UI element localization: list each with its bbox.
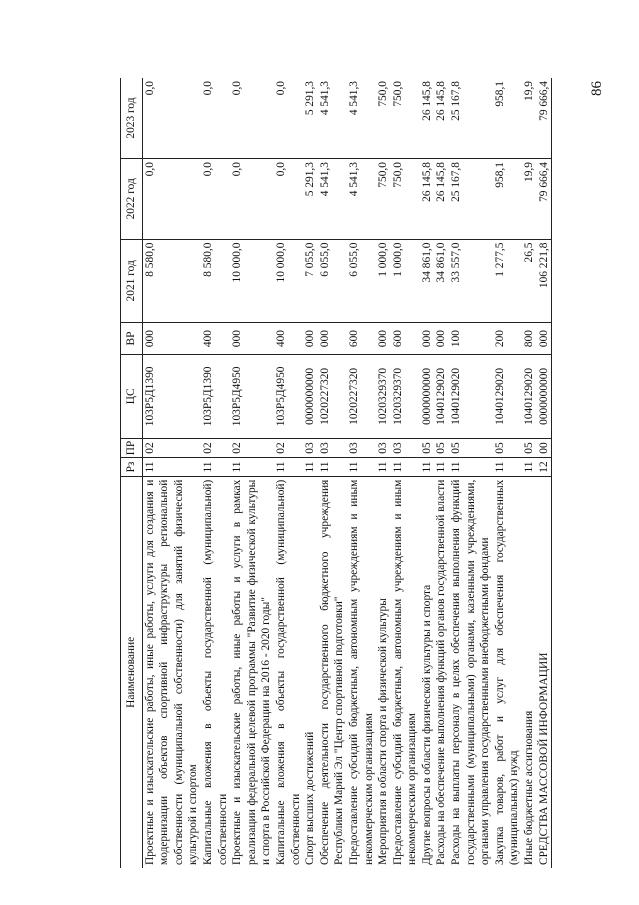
cell-2023: 26 145,8	[434, 78, 449, 159]
header-rz: Рз	[121, 458, 143, 476]
table-row	[391, 78, 420, 868]
cell-vr: 000	[318, 323, 347, 355]
cell-pr: 00	[537, 438, 552, 458]
cell-2022: 0,0	[274, 159, 303, 240]
cell-2022: 750,0	[391, 159, 420, 240]
table-row	[434, 78, 449, 868]
table-row	[376, 78, 391, 868]
cell-cs: 103Р5Д4950	[230, 354, 274, 438]
cell-2022: 0,0	[201, 159, 230, 240]
cell-2021: 1 277,5	[493, 239, 522, 323]
cell-2022: 25 167,8	[449, 159, 493, 240]
cell-cs: 0000000000	[420, 354, 435, 438]
table-row	[230, 78, 274, 868]
cell-rz: 11	[449, 458, 493, 476]
cell-name: Предоставление субсидий бюджетным, автономным учреждениям и иным некоммерческим организациям	[391, 479, 419, 865]
cell-2021: 34 861,0	[420, 239, 435, 323]
cell-2021: 33 557,0	[449, 239, 493, 323]
cell-vr: 100	[449, 323, 493, 355]
cell-2021: 7 055,0	[303, 239, 318, 323]
table-row	[303, 78, 318, 868]
cell-2021: 10 000,0	[274, 239, 303, 323]
cell-name: Мероприятия в области спорта и физической культуры	[377, 598, 390, 865]
table-row	[201, 78, 230, 868]
cell-vr: 000	[537, 323, 552, 355]
cell-2022: 19,9	[522, 159, 537, 240]
cell-rz: 11	[434, 458, 449, 476]
cell-pr: 03	[318, 438, 347, 458]
cell-name: Другие вопросы в области физической культуры и спорта	[420, 584, 433, 865]
table-row	[537, 78, 552, 868]
table-header-row	[121, 78, 143, 868]
cell-cs: 1020329370	[376, 354, 391, 438]
cell-rz: 11	[493, 458, 522, 476]
cell-2021: 34 861,0	[434, 239, 449, 323]
cell-rz: 11	[274, 458, 303, 476]
cell-name: Проектные и изыскательские работы, иные работы, услуги для создания и модернизации объектов спортивной инфраструктуры региональной собственности (муниципальной собственности) для занятий физической культурой и спортом	[143, 479, 200, 865]
cell-pr: 02	[201, 438, 230, 458]
cell-vr: 600	[347, 323, 376, 355]
cell-name: Обеспечение деятельности государственного бюджетного учреждения Республики Марий Эл "Центр спортивной подготовки"	[318, 479, 346, 865]
cell-cs: 0000000000	[303, 354, 318, 438]
cell-pr: 02	[142, 438, 201, 458]
cell-cs: 0000000000	[537, 354, 552, 438]
cell-2023: 25 167,8	[449, 78, 493, 159]
header-name: Наименование	[121, 476, 143, 868]
table-row	[493, 78, 522, 868]
cell-cs: 1040129020	[434, 354, 449, 438]
cell-2023: 750,0	[391, 78, 420, 159]
cell-2023: 0,0	[230, 78, 274, 159]
cell-pr: 05	[420, 438, 435, 458]
cell-pr: 05	[434, 438, 449, 458]
cell-2022: 4 541,3	[347, 159, 376, 240]
cell-name: Капитальные вложения в объекты государственной (муниципальной) собственности	[201, 479, 229, 865]
table-row	[318, 78, 347, 868]
table-row	[420, 78, 435, 868]
cell-rz: 11	[142, 458, 201, 476]
cell-pr: 03	[303, 438, 318, 458]
cell-name: Расходы на выплаты персоналу в целях обеспечения выполнения функций государственными (муниципальными) органами, казенными учреждениями, органами управления государственными внебюджетными фондами	[450, 479, 492, 865]
cell-2021: 1 000,0	[391, 239, 420, 323]
cell-cs: 103Р5Д4950	[274, 354, 303, 438]
cell-2022: 5 291,3	[303, 159, 318, 240]
cell-vr: 400	[274, 323, 303, 355]
cell-vr: 000	[420, 323, 435, 355]
header-cs: ЦС	[121, 354, 143, 438]
cell-2023: 958,1	[493, 78, 522, 159]
cell-rz: 11	[347, 458, 376, 476]
cell-2023: 26 145,8	[420, 78, 435, 159]
cell-pr: 05	[449, 438, 493, 458]
cell-2021: 106 221,8	[537, 239, 552, 323]
cell-rz: 11	[318, 458, 347, 476]
cell-2023: 19,9	[522, 78, 537, 159]
cell-rz: 11	[391, 458, 420, 476]
cell-vr: 000	[230, 323, 274, 355]
cell-2022: 4 541,3	[318, 159, 347, 240]
cell-vr: 000	[376, 323, 391, 355]
cell-vr: 000	[142, 323, 201, 355]
cell-pr: 03	[347, 438, 376, 458]
cell-cs: 1020227320	[318, 354, 347, 438]
cell-2021: 6 055,0	[347, 239, 376, 323]
cell-name: Капитальные вложения в объекты государственной (муниципальной) собственности	[274, 479, 302, 865]
cell-2021: 6 055,0	[318, 239, 347, 323]
cell-2022: 79 666,4	[537, 159, 552, 240]
table-row	[142, 78, 201, 868]
cell-2023: 0,0	[201, 78, 230, 159]
header-vr: ВР	[121, 323, 143, 355]
cell-2023: 79 666,4	[537, 78, 552, 159]
header-2021: 2021 год	[121, 239, 143, 323]
cell-2022: 0,0	[142, 159, 201, 240]
cell-cs: 1040129020	[522, 354, 537, 438]
cell-pr: 05	[522, 438, 537, 458]
cell-vr: 800	[522, 323, 537, 355]
cell-name: Иные бюджетные ассигнования	[523, 710, 536, 865]
cell-rz: 12	[537, 458, 552, 476]
cell-cs: 1040129020	[493, 354, 522, 438]
cell-2022: 26 145,8	[420, 159, 435, 240]
cell-vr: 000	[303, 323, 318, 355]
table-row	[274, 78, 303, 868]
cell-pr: 02	[274, 438, 303, 458]
header-2023: 2023 год	[121, 78, 143, 159]
cell-2023: 4 541,3	[347, 78, 376, 159]
cell-2023: 5 291,3	[303, 78, 318, 159]
cell-2022: 26 145,8	[434, 159, 449, 240]
cell-2021: 26,5	[522, 239, 537, 323]
cell-cs: 103Р5Д1390	[142, 354, 201, 438]
cell-rz: 11	[303, 458, 318, 476]
cell-2021: 1 000,0	[376, 239, 391, 323]
cell-cs: 103Р5Д1390	[201, 354, 230, 438]
cell-name: Закупка товаров, работ и услуг для обеспечения государственных (муниципальных) нужд	[493, 479, 521, 865]
cell-rz: 11	[420, 458, 435, 476]
cell-2022: 0,0	[230, 159, 274, 240]
cell-2022: 750,0	[376, 159, 391, 240]
cell-pr: 03	[391, 438, 420, 458]
cell-pr: 03	[376, 438, 391, 458]
table-row	[522, 78, 537, 868]
cell-2021: 8 580,0	[201, 239, 230, 323]
cell-2021: 8 580,0	[142, 239, 201, 323]
cell-2023: 0,0	[274, 78, 303, 159]
cell-vr: 400	[201, 323, 230, 355]
cell-pr: 05	[493, 438, 522, 458]
cell-name: Расходы на обеспечение выполнения функций органов государственной власти	[435, 479, 448, 865]
cell-name: СРЕДСТВА МАССОВОЙ ИНФОРМАЦИИ	[537, 476, 552, 868]
cell-name: Спорт высших достижений	[304, 731, 317, 865]
cell-2023: 4 541,3	[318, 78, 347, 159]
cell-rz: 11	[522, 458, 537, 476]
cell-2023: 0,0	[142, 78, 201, 159]
cell-name: Проектные и изыскательские работы, иные работы и услуги в рамках реализации федеральной целевой программы "Развитие физической культуры и спорта в Российской Федерации на 2016 - 2020 годы"	[231, 479, 273, 865]
budget-table	[120, 78, 552, 868]
cell-2022: 958,1	[493, 159, 522, 240]
cell-pr: 02	[230, 438, 274, 458]
cell-2023: 750,0	[376, 78, 391, 159]
cell-rz: 11	[376, 458, 391, 476]
cell-vr: 000	[434, 323, 449, 355]
table-row	[449, 78, 493, 868]
cell-name: Предоставление субсидий бюджетным, автономным учреждениям и иным некоммерческим организациям	[347, 479, 375, 865]
header-pr: ПР	[121, 438, 143, 458]
cell-2021: 10 000,0	[230, 239, 274, 323]
cell-cs: 1040129020	[449, 354, 493, 438]
table-body	[142, 78, 552, 868]
cell-rz: 11	[201, 458, 230, 476]
cell-vr: 200	[493, 323, 522, 355]
cell-vr: 600	[391, 323, 420, 355]
budget-table-rotated	[120, 78, 600, 868]
page-number: 86	[589, 81, 605, 96]
cell-cs: 1020329370	[391, 354, 420, 438]
cell-rz: 11	[230, 458, 274, 476]
header-2022: 2022 год	[121, 159, 143, 240]
table-row	[347, 78, 376, 868]
cell-cs: 1020227320	[347, 354, 376, 438]
